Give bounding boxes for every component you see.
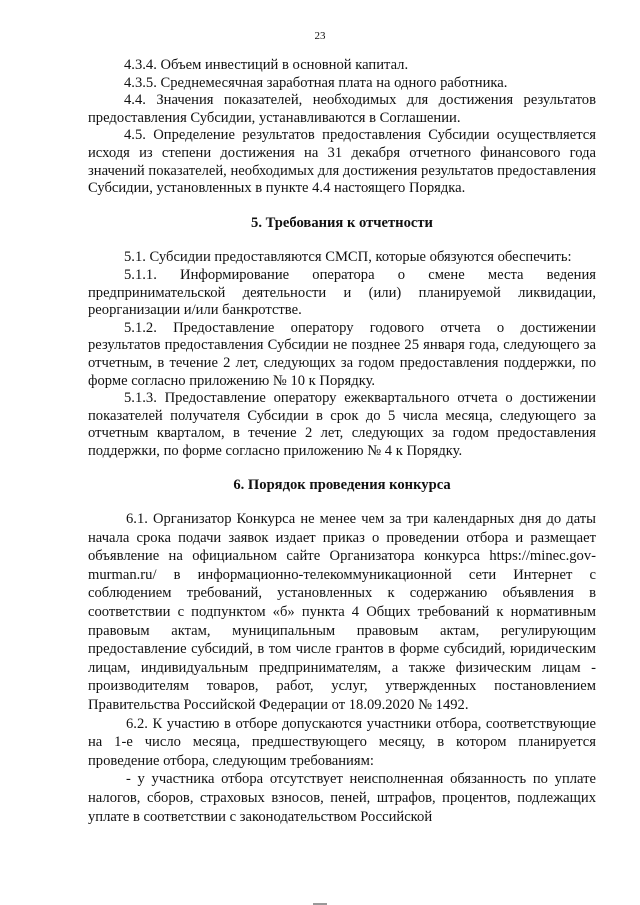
section-6-heading: 6. Порядок проведения конкурса [233, 477, 451, 494]
paragraph-6-2-requirement-1: - у участника отбора отсутствует неисполненная обязанность по уплате налогов, сборов, страховых взносов, пеней, штрафов, процентов, подлежащих уплате в соответствии с законодательством Российской [88, 771, 596, 825]
paragraph-5-1-3: 5.1.3. Предоставление оператору ежеквартального отчета о достижении показателей получателя Субсидии в срок до 5 числа месяца, следующего за отчетным кварталом, в течение 2 лет, следующих за годом предоставления поддержки, по форме согласно приложению № 4 к Порядку. [88, 390, 596, 459]
paragraph-4-3-5: 4.3.5. Среднемесячная заработная плата на одного работника. [124, 74, 508, 91]
paragraph-4-3-4: 4.3.4. Объем инвестиций в основной капитал. [124, 57, 409, 73]
paragraph-5-1: 5.1. Субсидии предоставляются СМСП, которые обязуются обеспечить: [124, 249, 572, 266]
paragraph-5-1-2: 5.1.2. Предоставление оператору годового отчета о достижении результатов предоставления Субсидии не позднее 25 января года, следующего за отчетным, в течение 2 лет, следующих за годом предоставления поддержки, по форме согласно приложению № 10 к Порядку. [88, 319, 596, 389]
paragraph-5-1-1: 5.1.1. Информирование оператора о смене места ведения предпринимательской деятельности и (или) планируемой ликвидации, реорганизации и/или банкротстве. [88, 266, 596, 319]
section-5-heading: 5. Требования к отчетности [251, 214, 433, 231]
document-body [88, 57, 596, 826]
paragraph-6-1: 6.1. Организатор Конкурса не менее чем за три календарных дня до даты начала срока подачи заявок издает приказ о проведении отбора и размещает объявление на официальном сайте Организатора конкурса https://minec.gov-murman.ru/ в информационно-телекоммуникационной сети Интернет с соблюдением требований, установленных к содержанию объявления в соответствии с подпунктом «б» пункта 4 Общих требований к нормативным правовым актам, муниципальным правовым актам, регулирующим предоставление субсидий, в том числе грантов в форме субсидий, юридическим лицам, индивидуальным предпринимателям, а также физическим лицам - производителям товаров, работ, услуг, утвержденных постановлением Правительства Российской Федерации от 18.09.2020 № 1492. [88, 511, 596, 713]
paragraph-4-5: 4.5. Определение результатов предоставления Субсидии осуществляется исходя из степени достижения на 31 декабря отчетного финансового года значений показателей, необходимых для достижения результатов предоставления Субсидии, установленных в пункте 4.4 настоящего Порядка. [88, 127, 596, 197]
paragraph-6-2: 6.2. К участию в отборе допускаются участники отбора, соответствующие на 1-е число месяца, предшествующего месяцу, в котором планируется проведение отбора, следующим требованиям: [88, 715, 596, 769]
paragraph-4-4: 4.4. Значения показателей, необходимых для достижения результатов предоставления Субсидии, устанавливаются в Соглашении. [88, 92, 596, 126]
page-number: 23 [314, 30, 326, 42]
section-6-body [88, 510, 596, 826]
